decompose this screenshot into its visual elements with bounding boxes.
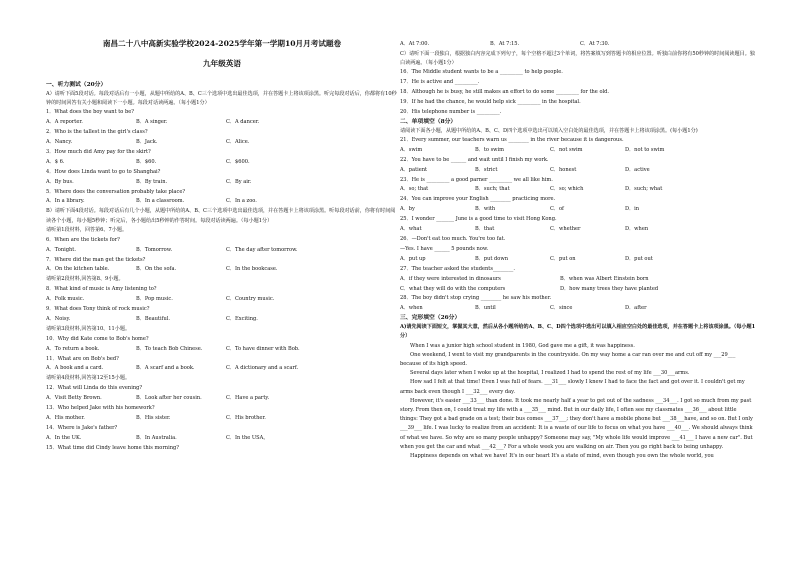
option-b: B．In a classroom. <box>136 198 185 205</box>
option-a: A．By bus. <box>46 178 74 185</box>
option-a: A．Noisy. <box>46 315 71 322</box>
single-choice-questions <box>400 136 756 265</box>
cloze-passage <box>400 342 756 462</box>
single-choice-instruction: 请阅读下面各小题，从题中所给的A、B、C、D四个选项中选出可以填入空白处的最佳选项，并在答题卡上将该项涂黑。(每小题1分) <box>400 127 698 134</box>
option-b: B．A scarf and a book. <box>136 365 195 372</box>
question-options <box>46 158 398 168</box>
cloze-paragraph: However, it's easier ___33___ than done. It took me nearly half a year to get out of the sadness ___34___. I got so much from my past story. From then on, I could treat my life with a ___35___ mind. But in our daily life, I often see my classmates ___36___ about little things: They got a bad grade on a test; their bus comes ___37___; they don't have a mobile phone but ___38___have, and so on. But I only ___39___ life. I was lucky to realize from an accident: It is a waste of our life to focus on what you have ___40___. We should always think of what we have. So why are so many people unhappy? Someone may say, "My whole life would improve ___41___ I have a new car". But when you get the car and what ___42___? For a whole week you are walking on air. Then you go right back to being unhappy. <box>400 397 753 450</box>
question-options <box>46 315 398 325</box>
option-b: B．Jack. <box>136 139 158 146</box>
question-stem: 1．What does the boy want to be? <box>46 109 134 116</box>
question-stem: 13．Who helped Jake with his homework? <box>46 405 155 412</box>
option-c: C．To have dinner with Bob. <box>226 345 300 352</box>
option-a: A．Folk music. <box>46 296 85 303</box>
question-stem: 8．What kind of music is Amy listening to? <box>46 286 157 293</box>
left-column <box>46 38 398 454</box>
fill-prefix: 18．Although he is busy, he still makes an effort to do some <box>400 89 556 96</box>
fill-blank: _________ <box>476 108 500 115</box>
listening-group-3 <box>46 285 398 325</box>
fill-question <box>400 88 756 98</box>
option-a: A．swim <box>400 146 423 153</box>
question-options <box>400 146 756 156</box>
cloze-paragraph: How sad I felt at that time! Even I was full of fears. ___31___ slowly I knew I had to face the fact and got over it. I couldn't get my arms back even though I ___32___ every day. <box>400 379 745 395</box>
option-c: C．so; which <box>550 186 584 193</box>
cloze-instruction: A)请先阅读下面短文，掌握其大意，然后从各小题所给的A、B、C、D四个选项中选出可以填入相应空白处的最佳选项，并在答题卡上将该项涂黑。（每小题1分） <box>400 324 756 340</box>
option-c: C．whether <box>550 226 581 233</box>
option-b: B．put down <box>475 255 509 262</box>
question-15: 15．What time did Cindy leave home this morning? <box>46 444 179 451</box>
fill-prefix: 17．He is active and <box>400 79 455 86</box>
fill-question <box>400 108 756 118</box>
question-options <box>46 345 398 355</box>
material-4-note: 请听第4段材料,回答第12至15小题。 <box>46 375 131 382</box>
question-stem: 5．Where does the conversation probably take place? <box>46 188 186 195</box>
question-27: 27．The teacher asked the students________. <box>400 265 515 272</box>
question-stem: 9．What does Tony think of rock music? <box>46 306 150 313</box>
option-a: A．A reporter. <box>46 119 83 126</box>
option-a: A．if they were interested in dinosaurs <box>400 275 501 282</box>
fill-suffix: for the old. <box>578 89 610 96</box>
option-d: D．not to swim <box>625 146 665 153</box>
option-b: B．Pop music. <box>136 296 173 303</box>
question-stem: 25．I wonder _______ June is a good time to visit Hong Kong. <box>400 216 557 223</box>
material-3-note: 请听第3段材料,回答第10、11小题。 <box>46 325 131 332</box>
fill-question <box>400 68 756 78</box>
question-options <box>46 178 398 188</box>
fill-question <box>400 98 756 108</box>
cloze-paragraph: Several days later when I woke up at the hospital, I realized I had to spend the rest of my life ___30___arms. <box>410 370 690 377</box>
option-a: A．At 7:00. <box>400 41 430 47</box>
fill-blank: _________ <box>517 99 541 106</box>
option-c: C．A dictionary and a scarf. <box>226 365 299 372</box>
fill-prefix: 16．The Middle student wants to be a <box>400 69 500 76</box>
fill-suffix: . <box>499 108 502 115</box>
question-stem: 21．Every summer, our teachers warn us ________ in the river because it is dangerous. <box>400 136 624 143</box>
option-c: C．In the USA。 <box>226 434 269 441</box>
option-d: D．after <box>625 305 647 312</box>
question-28-options <box>400 304 756 314</box>
fill-blank: _________ <box>555 89 579 96</box>
option-d: D．such; what <box>625 186 663 193</box>
cloze-paragraph: One weekend, I went to visit my grandparents in the countryside. On my way home a car ran over me and cut off my ___29___ because of its high speed. <box>400 351 736 367</box>
question-options <box>46 246 398 256</box>
material-2-note: 请听第2段材料,回答第8、9小题。 <box>46 276 124 283</box>
option-c: C．Have a party. <box>226 395 270 402</box>
option-a: A．On the kitchen table. <box>46 266 110 273</box>
fill-suffix: to help people. <box>522 69 563 76</box>
option-a: A．by <box>400 206 415 213</box>
cloze-paragraph: When I was a junior high school student in 1980, God gave me a gift, it was happiness. <box>410 342 635 349</box>
question-stem: 7．Where did the man get the tickets? <box>46 256 146 263</box>
fill-blank: _________ <box>454 79 478 86</box>
option-c: C．At 7:30. <box>580 41 610 47</box>
option-b: B．Beautiful. <box>136 315 171 322</box>
option-b: B．with <box>475 206 496 213</box>
option-c: C．honest <box>550 166 577 173</box>
option-c: C．In the bookcase. <box>226 266 278 273</box>
option-a: A．$ 6. <box>46 158 65 165</box>
option-a: A．To return a book. <box>46 345 100 352</box>
option-d: D．how many trees they have planted <box>560 285 659 292</box>
option-b: B．such; that <box>475 186 510 193</box>
option-a: A．put up <box>400 255 426 262</box>
question-options <box>46 394 398 404</box>
option-d: D．put out <box>625 255 653 262</box>
option-d: D．active <box>625 166 650 173</box>
option-a: A．patient <box>400 166 428 173</box>
listening-group-1 <box>46 108 398 207</box>
option-a: A．what <box>400 226 422 233</box>
cloze-paragraph: Happiness depends on what we have! It's in our heart It's a state of mind, even though you own the whole world, you <box>410 453 714 460</box>
option-b: B．to swim <box>475 146 505 153</box>
question-27-options-row-1 <box>400 275 756 285</box>
question-stem: 2．Who is the tallest in the girl's class? <box>46 129 148 136</box>
option-a: A．In the UK. <box>46 434 82 441</box>
option-c: C．of <box>550 206 564 213</box>
question-15-options <box>400 40 756 50</box>
option-c: C．not swim <box>550 146 583 153</box>
question-stem: 3．How much did Amy pay for the skirt? <box>46 148 151 155</box>
question-stem: 14．Where is Jake's father? <box>46 424 118 431</box>
question-stem: 12．What will Linda do this evening? <box>46 385 143 392</box>
question-28: 28．The boy didn't stop crying ________ he saw his mother. <box>400 295 552 302</box>
question-stem: 10．Why did Kate come to Bob's home? <box>46 335 149 342</box>
option-b: B．Look after her cousin. <box>136 395 202 402</box>
question-options <box>46 118 398 128</box>
question-options <box>46 197 398 207</box>
fill-question <box>400 78 756 88</box>
option-c: C．what they will do with the computers <box>400 285 506 292</box>
option-c: C．$600. <box>226 158 250 165</box>
material-1-note: 请听第1段材料，回答第6、7小题。 <box>46 226 128 233</box>
question-stem: 26．—Don't eat too much. You're too fat. <box>400 236 506 243</box>
question-stem-line-2: —Yes. I have ______ 5 pounds now. <box>400 245 489 252</box>
option-b: B．Tomorrow. <box>136 246 173 253</box>
section-heading-single-choice: 二、单项填空（8分） <box>400 118 457 125</box>
option-a: A．Visit Betty Brown. <box>46 395 102 402</box>
option-b: B．until <box>475 305 496 312</box>
question-options <box>46 138 398 148</box>
question-options <box>400 166 756 176</box>
partC-instruction: C）请听下面一段独白，根据独白内容完成下列句子，每个空格不超过3个单词，将答案填写到答题卡的相应位置。听独白前你将有50秒钟的时间阅读题目。独白读两遍。（每小题1分） <box>400 50 755 67</box>
option-b: B．In Australia. <box>136 434 177 441</box>
listening-group-2 <box>46 236 398 276</box>
page-subtitle: 九年级英语 <box>203 59 241 68</box>
option-d: D．when <box>625 226 649 233</box>
section-heading-listening: 一、听力测试（20分） <box>46 82 107 88</box>
option-b: B．that <box>475 226 495 233</box>
fill-blank: _________ <box>499 69 523 76</box>
fill-in-questions <box>400 68 756 118</box>
listening-group-5 <box>46 384 398 443</box>
option-c: C．His brother. <box>226 415 266 421</box>
question-options <box>400 205 756 215</box>
listening-group-4 <box>46 335 398 375</box>
option-c: C．Exciting. <box>226 315 258 322</box>
question-stem: 6．When are the tickets for? <box>46 236 120 243</box>
option-b: B．To teach Bob Chinese. <box>136 345 203 352</box>
page-title: 南昌二十八中高新实验学校2024-2025学年第一学期10月月考试题卷 <box>102 39 342 48</box>
right-column <box>400 40 756 461</box>
section-heading-cloze: 三、完形填空（26分） <box>400 315 461 322</box>
option-a: A．Tonight. <box>46 246 76 253</box>
question-options <box>46 364 398 374</box>
option-a: A．His mother. <box>46 415 85 421</box>
option-a: A．In a library. <box>46 198 85 205</box>
option-b: B．strict <box>475 166 498 173</box>
fill-suffix: . <box>477 79 480 86</box>
option-b: B．His sister. <box>136 415 171 421</box>
question-options <box>46 434 398 444</box>
option-c: C．In a zoo. <box>226 198 257 205</box>
question-stem: 4．How does Linda want to go to Shanghai? <box>46 168 161 175</box>
option-d: D．in <box>625 206 640 213</box>
question-options <box>400 185 756 195</box>
question-options <box>46 414 398 424</box>
option-a: A．Nancy. <box>46 139 73 146</box>
question-stem: 22．You have to be ______ and wait until I finish my work. <box>400 156 549 163</box>
option-a: A．so; that <box>400 186 429 193</box>
question-options <box>46 295 398 305</box>
fill-prefix: 20．His telephone number is <box>400 108 477 115</box>
partB-instruction: B）请听下面4段对话。每段对话后有几个小题，从题中所给的A、B、C三个选项中选出最佳选项，并在答题卡上将该项涂黑。听每段对话前，你将有时间阅读各个小题，每小题5秒钟；听完后，各小题给出5秒钟的作答时间。每段对话读两遍。（每小题1分） <box>46 208 396 224</box>
option-b: B．A singer. <box>136 119 168 126</box>
option-c: C．The day after tomorrow. <box>226 246 298 253</box>
question-options <box>400 225 756 235</box>
option-c: C．By air. <box>226 178 252 185</box>
option-b: B．On the sofa. <box>136 266 177 273</box>
fill-prefix: 19．If he had the chance, he would help sick <box>400 99 518 106</box>
option-a: A．when <box>400 305 423 312</box>
option-c: C．Alice. <box>226 139 250 146</box>
partA-instruction: A）请听下面5段对话。每段对话后有一小题，从题中所给的A、B、C三个选项中选出最佳选项，并在答题卡上将该项涂黑。听完每段对话后，你都将有10秒钟的时间回答有关小题和阅读下一小题。每段对话读两遍。（每小题1分） <box>46 90 397 107</box>
option-c: C．put on <box>550 255 576 262</box>
question-stem: 24．You can improve your English ________ practicing more. <box>400 196 556 203</box>
option-c: C．A dancer. <box>226 119 260 126</box>
fill-suffix: in the hospital. <box>540 99 581 106</box>
option-b: B．At 7:15. <box>490 41 520 47</box>
question-options <box>400 255 756 265</box>
option-c: C．since <box>550 305 573 312</box>
option-b: B．when was Albert Einstein born <box>560 275 649 282</box>
option-c: C．Country music. <box>226 296 275 303</box>
question-27-options-row-2 <box>400 285 756 295</box>
question-options <box>46 265 398 275</box>
option-a: A．A book and a card. <box>46 365 104 372</box>
option-b: B．By train. <box>136 178 168 185</box>
question-stem: 23．He is _________ a good parner _________ we all like him. <box>400 176 553 183</box>
question-stem: 11．What are on Bob's bed? <box>46 355 119 362</box>
option-b: B．$60. <box>136 158 157 165</box>
